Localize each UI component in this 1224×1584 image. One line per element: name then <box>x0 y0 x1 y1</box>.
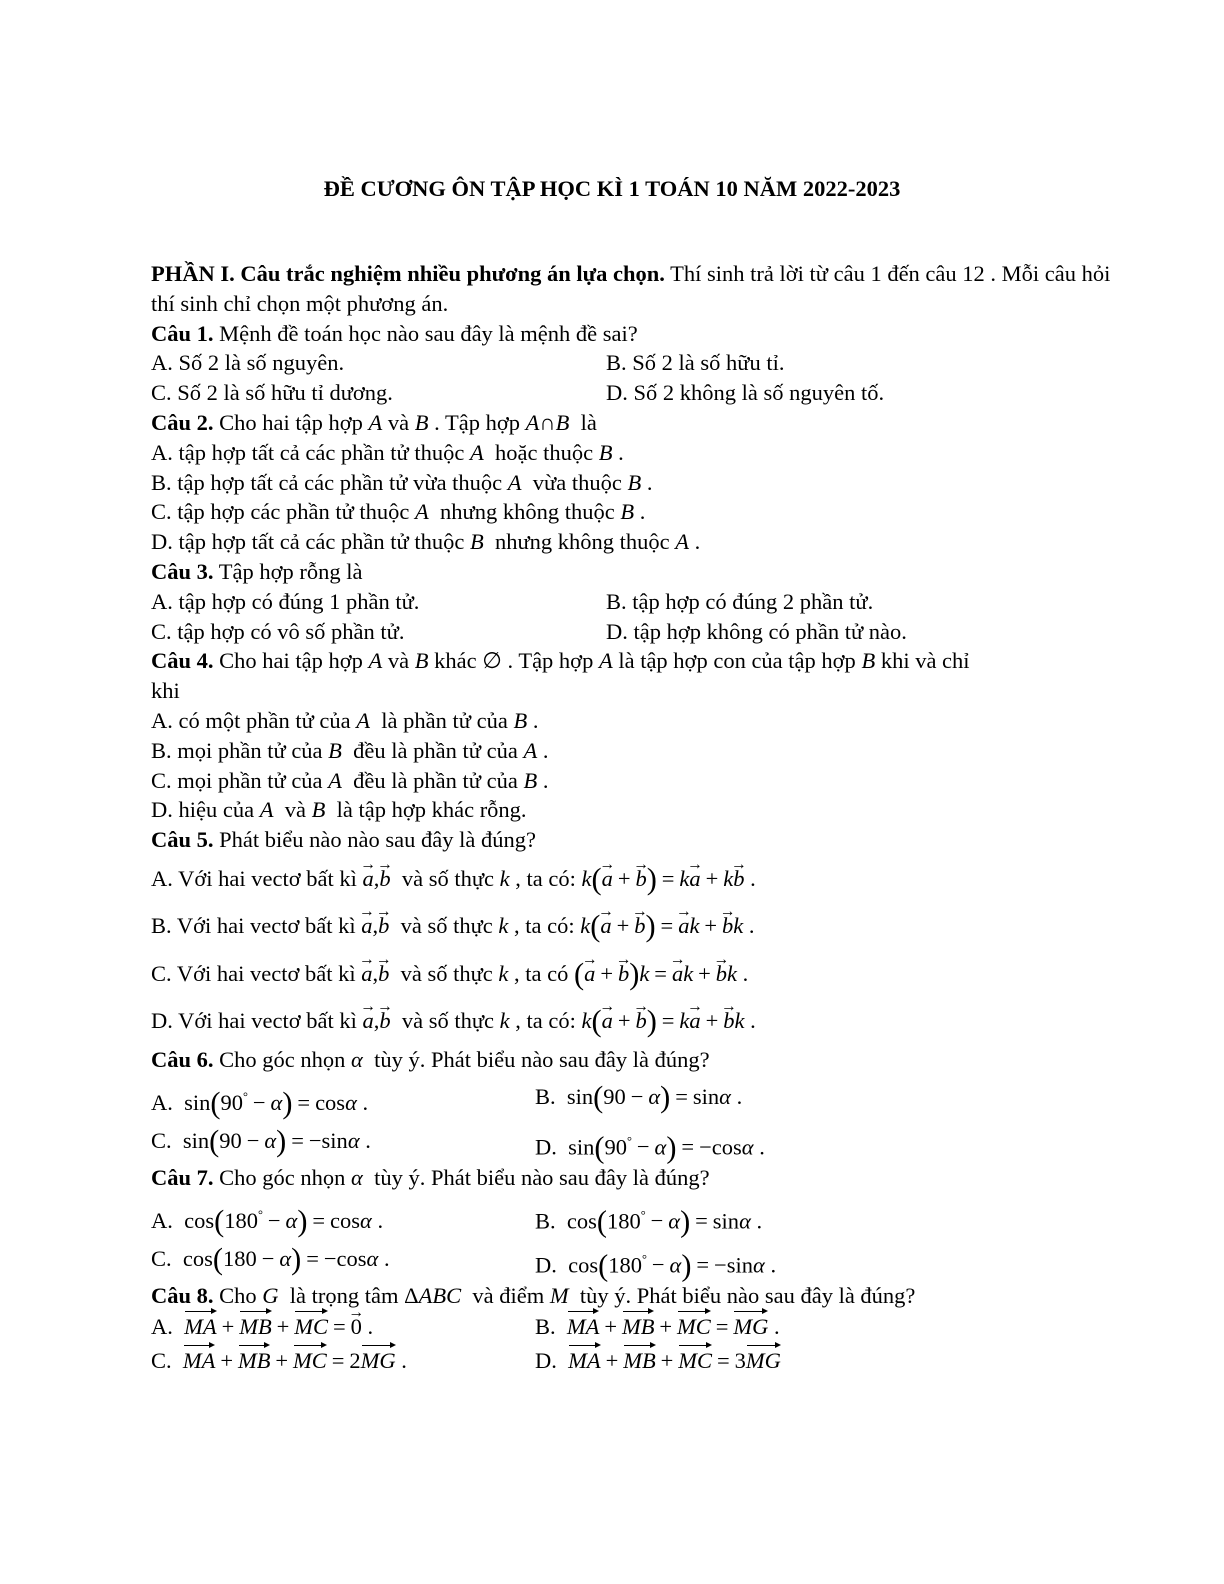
q4-option-b-mid: đều là phần tử của <box>353 737 518 763</box>
q5-option-d: D. Với hai vectơ bất kì a →,b → và số thực k , ta có: k(a → + b →) = ka → + b →k . <box>151 997 1121 1045</box>
q3-option-c: C. tập hợp có vô số phần tử. <box>151 618 405 644</box>
q8-stem-mid1: là trọng tâm <box>289 1282 399 1308</box>
q4-label: Câu 4. <box>151 648 214 674</box>
q8-options-row2 <box>151 1344 1121 1378</box>
q5-option-b: B. Với hai vectơ bất kì a →,b → và số thực k , ta có: k(a → + b →) = a →k + b →k . <box>151 902 1121 950</box>
q6-stem-pre: Cho góc nhọn <box>213 1046 346 1072</box>
q5-option-a: A. Với hai vectơ bất kì a →,b → và số thực k , ta có: k(a → + b →) = ka → + kb → . <box>151 855 1121 903</box>
q5-b-prefix: Với hai vectơ bất kì <box>176 913 356 939</box>
q4-option-c: C. mọi phần tử của A đều là phần tử của B . <box>151 767 549 793</box>
q4-option-d-pre: D. hiệu của <box>151 797 255 823</box>
q3-option-a: A. tập hợp có đúng 1 phần tử. <box>151 588 420 614</box>
q1-option-a: A. Số 2 là số nguyên. <box>151 350 345 376</box>
q3-option-b: B. tập hợp có đúng 2 phần tử. <box>606 588 874 614</box>
q8-stem-post: tùy ý. Phát biểu nào sau đây là đúng? <box>579 1282 916 1308</box>
q2-option-d: D. tập hợp tất cả các phần tử thuộc B nhưng không thuộc A . <box>151 529 701 555</box>
q2-option-a-mid: hoặc thuộc <box>494 439 594 465</box>
part1-heading: PHẦN I. Câu trắc nghiệm nhiều phương án lựa chọn. <box>151 261 665 286</box>
q8-stem: Câu 8. Cho G là trọng tâm ΔABC và điểm M tùy ý. Phát biểu nào sau đây là đúng? <box>151 1282 916 1308</box>
q4-option-b-pre: B. mọi phần tử của <box>151 737 323 763</box>
q6-option-c: C. sin(90 − α) = −sinα . <box>151 1123 371 1158</box>
q4-option-a-pre: A. có một phần tử của <box>151 707 351 733</box>
q7-label: Câu 7. <box>151 1164 214 1190</box>
q7-option-a: A. cos(180° − α) = cosα . <box>151 1203 384 1238</box>
q3-options-row1 <box>151 587 1121 617</box>
q2-option-a: A. tập hợp tất cả các phần tử thuộc A hoặc thuộc B . <box>151 439 624 465</box>
q5-c-prefix: Với hai vectơ bất kì <box>176 960 356 986</box>
q2-option-b-mid: vừa thuộc <box>532 469 622 495</box>
q2-stem: Câu 2. Cho hai tập hợp A và B . Tập hợp A∩B là <box>151 409 597 435</box>
q1-stem <box>151 319 1121 349</box>
q5-c-tail: , ta có <box>514 960 569 986</box>
q4-option-c-pre: C. mọi phần tử của <box>151 767 323 793</box>
q2-option-c: C. tập hợp các phần tử thuộc A nhưng không thuộc B . <box>151 499 646 525</box>
q7-option-c: C. cos(180 − α) = −cosα . <box>151 1241 390 1276</box>
q2-option-a-text: A. tập hợp tất cả các phần tử thuộc <box>151 439 465 465</box>
q1-label: Câu 1. <box>151 320 214 346</box>
q2-option-b-text: B. tập hợp tất cả các phần tử vừa thuộc <box>151 469 503 495</box>
q7-stem-pre: Cho góc nhọn <box>213 1164 346 1190</box>
q6-option-b: B. sin(90 − α) = sinα . <box>535 1079 743 1114</box>
q7-option-b: B. cos(180° − α) = sinα . <box>535 1203 763 1238</box>
q4-option-b: B. mọi phần tử của B đều là phần tử của A . <box>151 737 549 763</box>
q6-label: Câu 6. <box>151 1046 214 1072</box>
q2-option-c-text: C. tập hợp các phần tử thuộc <box>151 499 410 525</box>
q8-option-d: D. MA + MB + MC = 3MG <box>535 1348 781 1374</box>
document-title: ĐỀ CƯƠNG ÔN TẬP HỌC KÌ 1 TOÁN 10 NĂM 2022-2023 <box>323 176 901 201</box>
q3-stem-text: Tập hợp rỗng là <box>213 558 363 584</box>
q2-option-c-mid: nhưng không thuộc <box>440 499 615 525</box>
q8-option-c: C. MA + MB + MC = 2MG . <box>151 1348 407 1374</box>
q4-option-a: A. có một phần tử của A là phần tử của B . <box>151 707 539 733</box>
q6-options-row2 <box>151 1119 1121 1163</box>
q5-a-mid: và số thực <box>401 865 495 891</box>
q7-options-row2 <box>151 1237 1121 1281</box>
q7-stem: Câu 7. Cho góc nhọn α tùy ý. Phát biểu nào sau đây là đúng? <box>151 1164 710 1190</box>
part1-intro <box>151 259 1121 319</box>
q3-stem <box>151 557 1121 587</box>
q5-b-mid: và số thực <box>400 913 493 939</box>
q7-options-row1 <box>151 1193 1121 1237</box>
part1-instruction: Thí sinh trả lời từ câu 1 đến câu 12 . Mỗi câu hỏi thí sinh chỉ chọn một phương án. <box>151 261 1111 316</box>
q7-option-d: D. cos(180° − α) = −sinα . <box>535 1247 777 1282</box>
q6-options-row1 <box>151 1075 1121 1119</box>
q3-options-row2 <box>151 617 1121 647</box>
q6-stem-post: tùy ý. Phát biểu nào sau đây là đúng? <box>374 1046 710 1072</box>
q7-stem-post: tùy ý. Phát biểu nào sau đây là đúng? <box>374 1164 710 1190</box>
q8-label: Câu 8. <box>151 1282 214 1308</box>
q5-option-c: C. Với hai vectơ bất kì a →,b → và số thực k , ta có (a → + b →)k = a →k + b →k . <box>151 950 1121 998</box>
q5-d-prefix: Với hai vectơ bất kì <box>178 1008 357 1034</box>
q3-option-d: D. tập hợp không có phần tử nào. <box>606 618 907 644</box>
q5-a-prefix: Với hai vectơ bất kì <box>178 865 357 891</box>
q1-options-row1 <box>151 348 1121 378</box>
q1-option-b: B. Số 2 là số hữu tỉ. <box>606 350 785 376</box>
q3-label: Câu 3. <box>151 558 214 584</box>
q5-stem <box>151 825 1121 855</box>
document-body <box>151 259 1121 1378</box>
q5-d-mid: và số thực <box>401 1008 495 1034</box>
q1-option-c: C. Số 2 là số hữu tỉ dương. <box>151 380 393 406</box>
q6-option-a: A. sin(90° − α) = cosα . <box>151 1086 369 1121</box>
q5-stem-text: Phát biểu nào nào sau đây là đúng? <box>213 827 536 853</box>
q5-c-mid: và số thực <box>400 960 493 986</box>
q8-options-row1 <box>151 1310 1121 1344</box>
q6-option-d: D. sin(90° − α) = −cosα . <box>535 1130 765 1165</box>
q2-label: Câu 2. <box>151 409 214 435</box>
q5-label: Câu 5. <box>151 827 214 853</box>
q1-option-d: D. Số 2 không là số nguyên tố. <box>606 380 885 406</box>
q5-b-tail: , ta có: <box>514 913 575 939</box>
q4-stem: Câu 4. Cho hai tập hợp A và B khác ∅ . Tập hợp A là tập hợp con của tập hợp B khi và chỉ <box>151 648 970 674</box>
q4-stem-cont: khi <box>151 678 180 704</box>
q2-option-d-text: D. tập hợp tất cả các phần tử thuộc <box>151 529 465 555</box>
q4-option-a-mid: là phần tử của <box>381 707 508 733</box>
q2-option-d-mid: nhưng không thuộc <box>494 529 670 555</box>
q6-stem: Câu 6. Cho góc nhọn α tùy ý. Phát biểu nào sau đây là đúng? <box>151 1046 710 1072</box>
q8-stem-mid2: và điểm <box>472 1282 545 1308</box>
q4-option-d: D. hiệu của A và B là tập hợp khác rỗng. <box>151 797 527 823</box>
q1-stem-text: Mệnh đề toán học nào sau đây là mệnh đề sai? <box>213 320 638 346</box>
q2-option-b: B. tập hợp tất cả các phần tử vừa thuộc A vừa thuộc B . <box>151 469 653 495</box>
q1-options-row2 <box>151 378 1121 408</box>
q4-option-d-mid: là tập hợp khác rỗng. <box>336 797 527 823</box>
q8-option-a: A. MA + MB + MC = 0 → . <box>151 1314 373 1339</box>
q8-option-b: B. MA + MB + MC = MG . <box>535 1314 780 1340</box>
q5-d-tail: , ta có: <box>515 1008 576 1034</box>
q5-a-tail: , ta có: <box>515 865 576 891</box>
q4-option-c-mid: đều là phần tử của <box>353 767 518 793</box>
